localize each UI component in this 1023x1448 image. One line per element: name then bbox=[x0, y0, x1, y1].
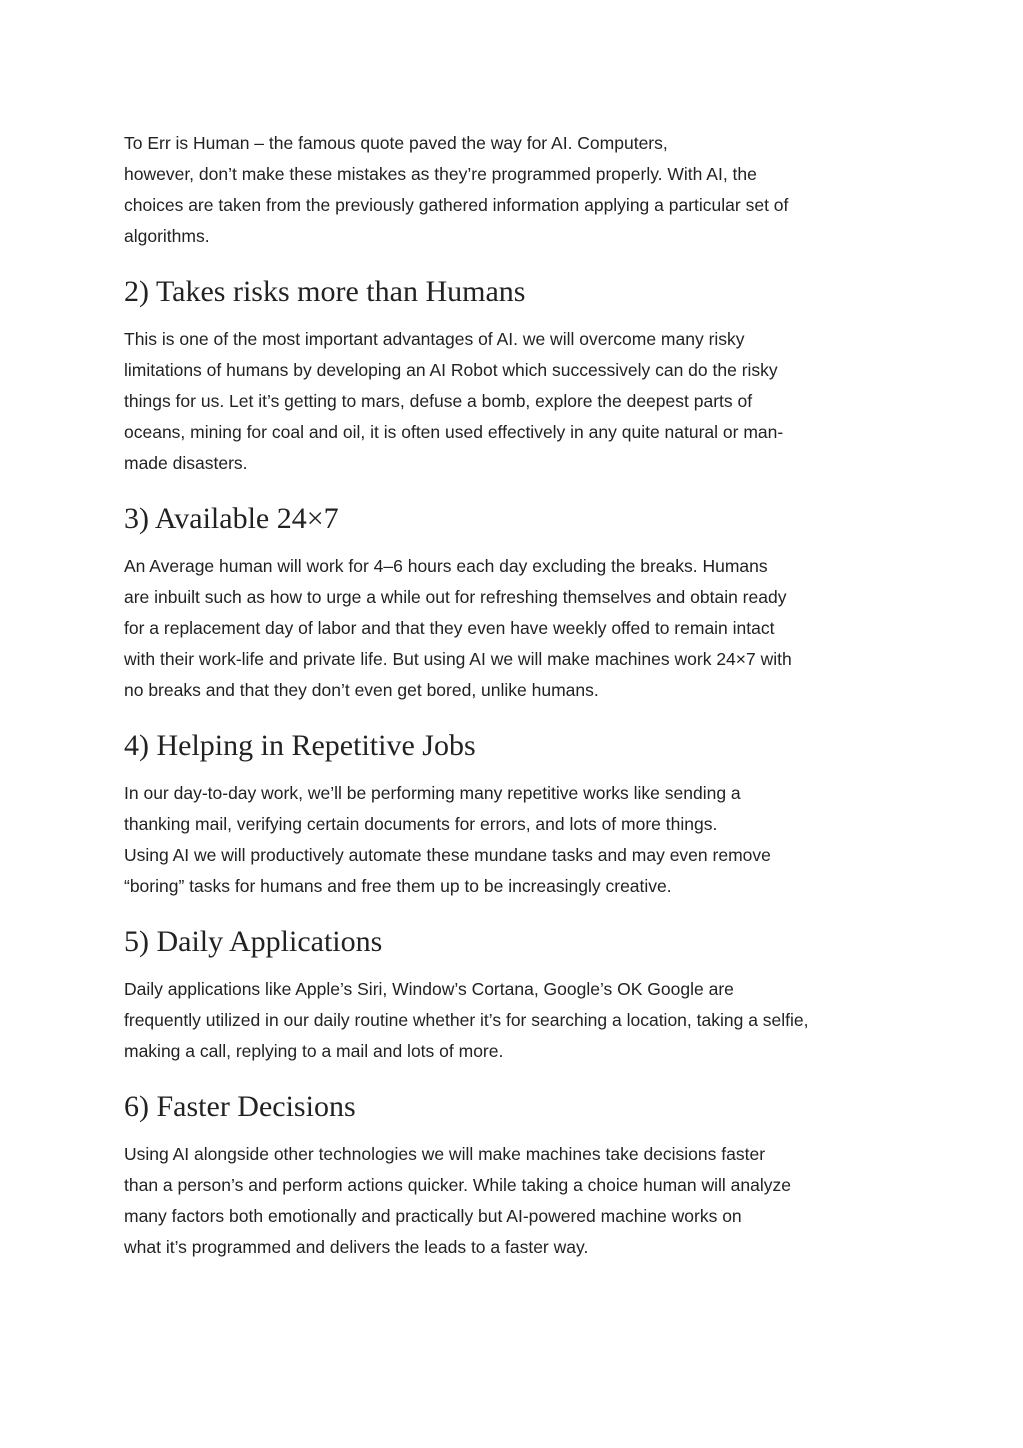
paragraph-line: however, don’t make these mistakes as they’re programmed properly. With AI, the bbox=[124, 164, 757, 184]
paragraph-line: things for us. Let it’s getting to mars, defuse a bomb, explore the deepest parts of bbox=[124, 391, 753, 411]
paragraph-line: This is one of the most important advantages of AI. we will overcome many risky bbox=[124, 329, 745, 349]
paragraph-line: frequently utilized in our daily routine whether it’s for searching a location, taking a selfie, bbox=[124, 1010, 809, 1030]
paragraph-line: In our day-to-day work, we’ll be performing many repetitive works like sending a bbox=[124, 783, 741, 803]
paragraph-line: made disasters. bbox=[124, 453, 248, 473]
paragraph-line: An Average human will work for 4–6 hours each day excluding the breaks. Humans bbox=[124, 556, 768, 576]
section-paragraph-faster-decisions bbox=[124, 1139, 914, 1263]
paragraph-line: than a person’s and perform actions quicker. While taking a choice human will analyze bbox=[124, 1175, 791, 1195]
paragraph-line: many factors both emotionally and practically but AI-powered machine works on bbox=[124, 1206, 742, 1226]
document-page bbox=[124, 128, 914, 1263]
intro-paragraph bbox=[124, 128, 914, 252]
paragraph-line: what it’s programmed and delivers the leads to a faster way. bbox=[124, 1237, 589, 1257]
paragraph-line: choices are taken from the previously gathered information applying a particular set of bbox=[124, 195, 789, 215]
paragraph-line: no breaks and that they don’t even get bored, unlike humans. bbox=[124, 680, 599, 700]
paragraph-line: making a call, replying to a mail and lots of more. bbox=[124, 1041, 504, 1061]
section-paragraph-daily-applications bbox=[124, 974, 914, 1067]
section-heading-faster-decisions: 6) Faster Decisions bbox=[124, 1090, 356, 1123]
section-heading-repetitive-jobs: 4) Helping in Repetitive Jobs bbox=[124, 729, 476, 762]
section-heading-available: 3) Available 24×7 bbox=[124, 502, 339, 535]
paragraph-line: algorithms. bbox=[124, 226, 210, 246]
paragraph-line: “boring” tasks for humans and free them up to be increasingly creative. bbox=[124, 876, 672, 896]
paragraph-line: are inbuilt such as how to urge a while out for refreshing themselves and obtain ready bbox=[124, 587, 787, 607]
paragraph-line: oceans, mining for coal and oil, it is often used effectively in any quite natural or man- bbox=[124, 422, 784, 442]
section-heading-takes-risks: 2) Takes risks more than Humans bbox=[124, 275, 526, 308]
section-heading-daily-applications: 5) Daily Applications bbox=[124, 925, 383, 958]
section-paragraph-takes-risks bbox=[124, 324, 914, 479]
paragraph-line: Using AI we will productively automate these mundane tasks and may even remove bbox=[124, 845, 771, 865]
paragraph-line: Using AI alongside other technologies we will make machines take decisions faster bbox=[124, 1144, 766, 1164]
paragraph-line: Daily applications like Apple’s Siri, Window’s Cortana, Google’s OK Google are bbox=[124, 979, 734, 999]
paragraph-line: for a replacement day of labor and that they even have weekly offed to remain intact bbox=[124, 618, 775, 638]
paragraph-line: with their work-life and private life. But using AI we will make machines work 24×7 with bbox=[124, 649, 792, 669]
paragraph-line: limitations of humans by developing an AI Robot which successively can do the risky bbox=[124, 360, 778, 380]
section-paragraph-available bbox=[124, 551, 914, 706]
paragraph-line: To Err is Human – the famous quote paved the way for AI. Computers, bbox=[124, 133, 668, 153]
section-paragraph-repetitive-jobs bbox=[124, 778, 914, 902]
paragraph-line: thanking mail, verifying certain documents for errors, and lots of more things. bbox=[124, 814, 718, 834]
